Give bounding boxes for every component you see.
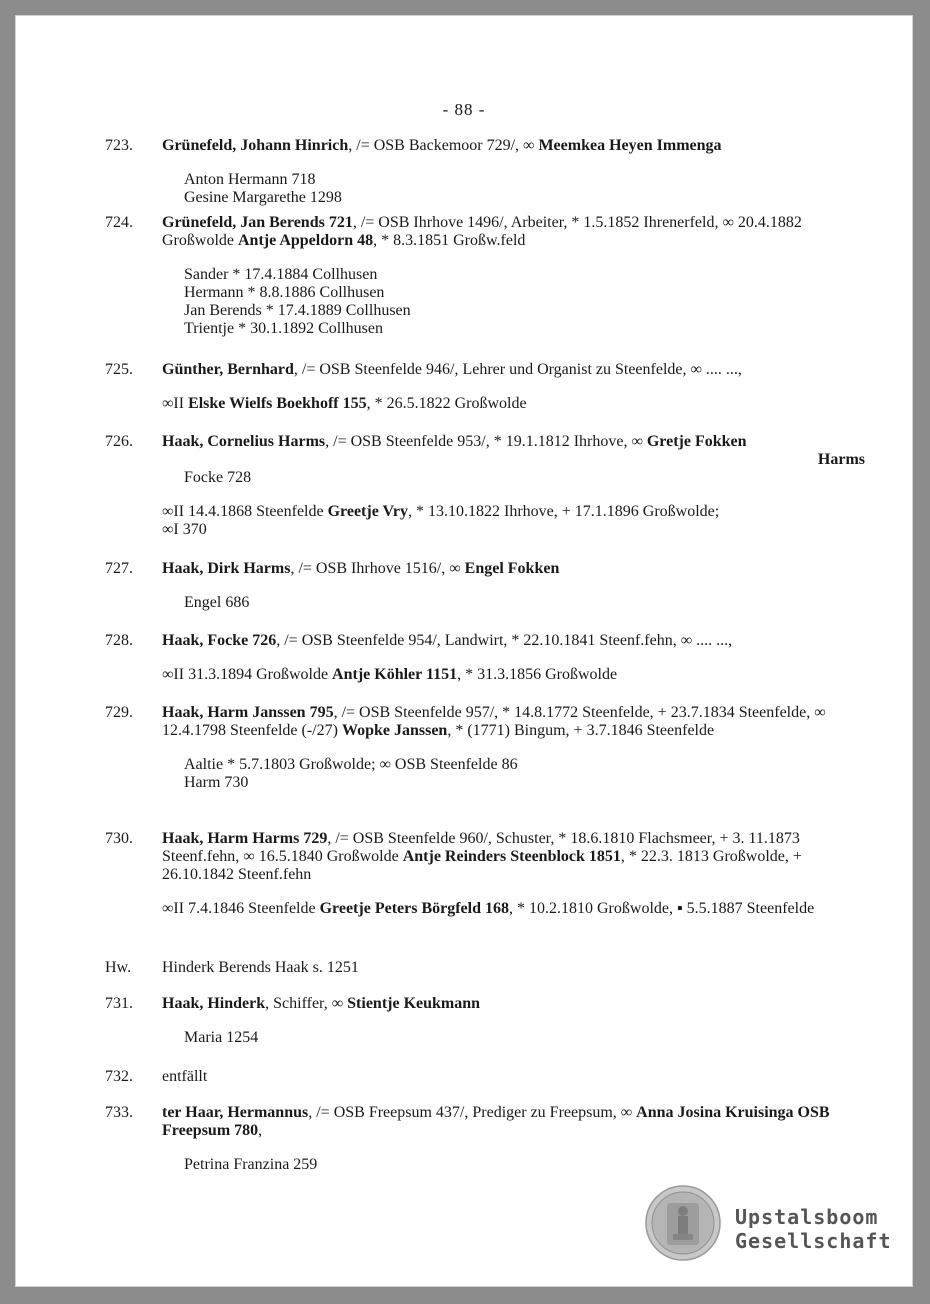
entry-details: , * 22.3. 1813 Großwolde, + 26.10.1842 Steenf.fehn	[162, 848, 802, 883]
entry-details: , /= OSB Steenfelde 957/, * 14.8.1772 Steenfelde, + 23.7.1834 Steenfelde, ∞ 12.4.1798 Steenfelde (-/27)	[162, 704, 826, 739]
person-name: Haak, Harm Harms 729	[162, 830, 328, 847]
child-item: Jan Berends * 17.4.1889 Collhusen	[184, 302, 411, 319]
spouse-name: Anna Josina Kruisinga OSB Freepsum 780	[162, 1104, 830, 1139]
child-item: Harm 730	[184, 774, 249, 791]
entry-details: , /= OSB Steenfelde 960/, Schuster, * 18.6.1810 Flachsmeer, + 3. 11.1873 Steenf.fehn, ∞ 16.5.1840 Großwolde	[162, 830, 800, 865]
cross-reference: Hinderk Berends Haak s. 1251	[162, 959, 359, 976]
second-marriage	[162, 900, 865, 918]
spouse-name: Stientje Keukmann	[347, 995, 481, 1012]
child-item: Maria 1254	[184, 1029, 259, 1046]
child-item: Petrina Franzina 259	[184, 1156, 318, 1173]
person-name: Günther, Bernhard	[162, 361, 294, 378]
entry-details: , /= OSB Steenfelde 954/, Landwirt, * 22.10.1841 Steenf.fehn, ∞ .... ...,	[276, 632, 733, 649]
entry-details: , /= OSB Freepsum 437/, Prediger zu Freepsum, ∞	[308, 1104, 637, 1121]
entry-details: , * 31.3.1856 Großwolde	[457, 666, 618, 683]
children-list	[184, 266, 865, 338]
marriage-prefix: ∞II	[162, 395, 189, 412]
entry-details: , /= OSB Ihrhove 1516/, ∞	[290, 560, 465, 577]
society-name-line1: Upstalsboom	[735, 1205, 879, 1229]
marriage-prefix: ∞II 31.3.1894 Großwolde	[162, 666, 333, 683]
spouse-name-continued: Harms	[817, 451, 865, 468]
entry-number: 723.	[105, 137, 133, 154]
children-list	[184, 469, 865, 487]
entry-details: , * (1771) Bingum, + 3.7.1846 Steenfelde	[447, 722, 715, 739]
entry-status: entfällt	[162, 1068, 208, 1085]
marriage-prefix: ∞II 14.4.1868 Steenfelde	[162, 503, 328, 520]
spouse-name: Engel Fokken	[464, 560, 560, 577]
spouse-name: Elske Wielfs Boekhoff 155	[188, 395, 367, 412]
entry-726	[105, 433, 865, 539]
spouse-name: Wopke Janssen	[341, 722, 448, 739]
entry-details: , Schiffer, ∞	[265, 995, 348, 1012]
spouse-name: Meemkea Heyen Immenga	[538, 137, 722, 154]
entry-details: , * 26.5.1822 Großwolde	[366, 395, 527, 412]
entry-724	[105, 214, 865, 338]
child-item: Engel 686	[184, 594, 250, 611]
entry-details: , /= OSB Backemoor 729/, ∞	[348, 137, 539, 154]
document-page	[15, 15, 913, 1287]
child-item: Sander * 17.4.1884 Collhusen	[184, 266, 378, 283]
person-name: ter Haar, Hermannus	[162, 1104, 309, 1121]
spouse-name: Greetje Peters Börgfeld 168	[319, 900, 509, 917]
children-list	[184, 1156, 865, 1174]
children-list	[184, 171, 865, 207]
spouse-name: Greetje Vry	[327, 503, 408, 520]
entry-details: , /= OSB Ihrhove 1496/, Arbeiter, * 1.5.1852 Ihrenerfeld, ∞ 20.4.1882 Großwolde	[162, 214, 802, 249]
spouse-name: Gretje Fokken	[646, 433, 747, 450]
society-name-line2: Gesellschaft	[735, 1229, 892, 1253]
children-list	[184, 1029, 865, 1047]
second-marriage	[162, 503, 865, 539]
entry-details: ,	[258, 1122, 263, 1139]
child-item: Hermann * 8.8.1886 Collhusen	[184, 284, 385, 301]
entry-details: , * 10.2.1810 Großwolde, ▪ 5.5.1887 Steenfelde	[509, 900, 815, 917]
person-name: Haak, Hinderk	[162, 995, 266, 1012]
child-item: Focke 728	[184, 469, 252, 486]
entry-728	[105, 632, 865, 684]
person-name: Haak, Cornelius Harms	[162, 433, 326, 450]
entry-729	[105, 704, 865, 792]
person-name: Grünefeld, Jan Berends 721	[162, 214, 353, 231]
entry-733	[105, 1104, 865, 1174]
child-item: Anton Hermann 718	[184, 171, 316, 188]
spouse-name: Antje Reinders Steenblock 1851	[402, 848, 621, 865]
person-name: Haak, Focke 726	[162, 632, 277, 649]
entry-number: 731.	[105, 995, 133, 1012]
entry-number: 730.	[105, 830, 133, 847]
entry-number: 732.	[105, 1068, 133, 1085]
society-name	[735, 1205, 892, 1253]
entry-730	[105, 830, 865, 918]
entry-723	[105, 137, 865, 207]
spouse-name: Antje Köhler 1151	[332, 666, 458, 683]
person-name: Grünefeld, Johann Hinrich	[162, 137, 349, 154]
entry-725	[105, 361, 865, 413]
children-list	[184, 594, 865, 612]
child-item: Aaltie * 5.7.1803 Großwolde; ∞ OSB Steenfelde 86	[184, 756, 518, 773]
children-list	[184, 756, 865, 792]
second-marriage	[162, 395, 865, 413]
child-item: Trientje * 30.1.1892 Collhusen	[184, 320, 383, 337]
second-marriage	[162, 666, 865, 684]
entry-731	[105, 995, 865, 1047]
entry-number: 728.	[105, 632, 133, 649]
society-seal-icon	[645, 1185, 721, 1261]
person-name: Haak, Harm Janssen 795	[162, 704, 334, 721]
entry-number: 724.	[105, 214, 133, 231]
entry-number: 727.	[105, 560, 133, 577]
entry-number: 733.	[105, 1104, 133, 1121]
child-item: Gesine Margarethe 1298	[184, 189, 342, 206]
entry-details: , /= OSB Steenfelde 946/, Lehrer und Organist zu Steenfelde, ∞ .... ...,	[293, 361, 742, 378]
spouse-name: Antje Appeldorn 48	[237, 232, 374, 249]
entry-732	[105, 1068, 865, 1086]
entry-details: , * 8.3.1851 Großw.feld	[373, 232, 526, 249]
entry-727	[105, 560, 865, 612]
entry-details: , * 13.10.1822 Ihrhove, + 17.1.1896 Großwolde;	[408, 503, 720, 520]
entry-number: Hw.	[105, 959, 132, 976]
entry-details: , /= OSB Steenfelde 953/, * 19.1.1812 Ihrhove, ∞	[325, 433, 647, 450]
marriage-prefix: ∞II 7.4.1846 Steenfelde	[162, 900, 320, 917]
page-number: - 88 -	[442, 100, 486, 119]
entry-number: 726.	[105, 433, 133, 450]
person-name: Haak, Dirk Harms	[162, 560, 291, 577]
entry-hw	[105, 959, 865, 977]
entry-number: 729.	[105, 704, 133, 721]
marriage-reference: ∞I 370	[162, 521, 207, 538]
entry-number: 725.	[105, 361, 133, 378]
